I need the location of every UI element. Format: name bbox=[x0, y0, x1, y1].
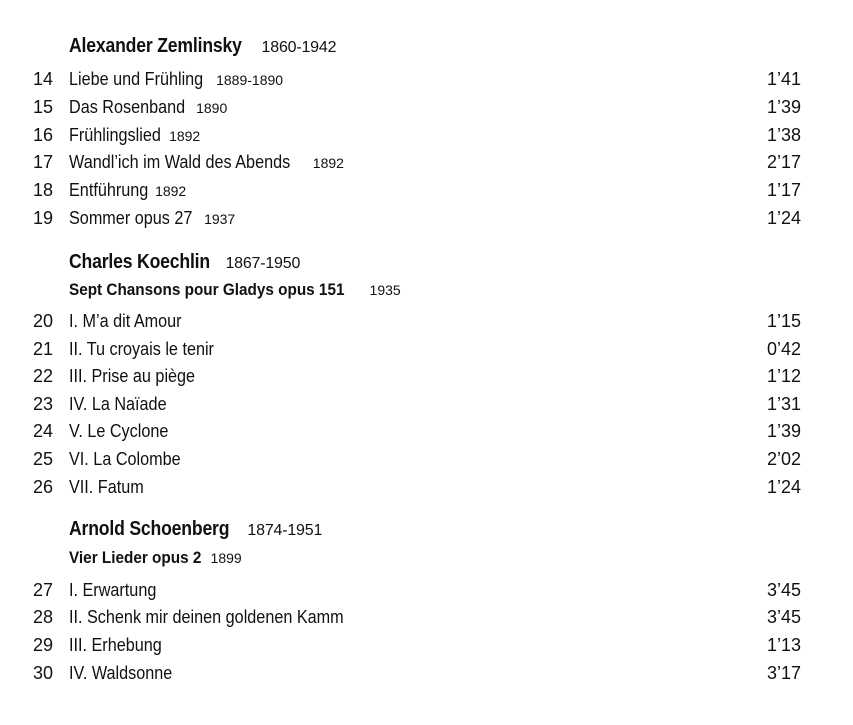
track-number: 27 bbox=[33, 580, 54, 600]
track-row bbox=[0, 580, 853, 604]
composer-name: Charles Koechlin bbox=[69, 251, 210, 273]
track-title: III. Erhebung bbox=[69, 635, 162, 655]
track-title: II. Schenk mir deinen goldenen Kamm bbox=[69, 607, 344, 627]
track-row bbox=[0, 311, 853, 335]
track-number: 21 bbox=[33, 339, 54, 359]
track-year: 1892 bbox=[169, 128, 201, 144]
track-row bbox=[0, 477, 853, 501]
track-row bbox=[0, 339, 853, 363]
track-duration: 1’17 bbox=[767, 180, 802, 200]
track-duration: 1’41 bbox=[767, 69, 802, 89]
track-duration: 2’02 bbox=[767, 449, 802, 469]
track-number: 16 bbox=[33, 125, 54, 145]
composer-heading bbox=[69, 251, 300, 274]
track-title: Wandl’ich im Wald des Abends bbox=[69, 152, 291, 172]
track-duration: 1’38 bbox=[767, 125, 802, 145]
work-heading bbox=[69, 548, 242, 568]
track-row bbox=[0, 663, 853, 687]
track-title: VI. La Colombe bbox=[69, 449, 181, 469]
track-row bbox=[0, 421, 853, 445]
track-number: 15 bbox=[33, 97, 54, 117]
track-title: IV. Waldsonne bbox=[69, 663, 173, 683]
track-duration: 1’39 bbox=[767, 97, 802, 117]
track-number: 22 bbox=[33, 366, 54, 386]
track-duration: 1’31 bbox=[767, 394, 802, 414]
work-title: Sept Chansons pour Gladys opus 151 bbox=[69, 280, 345, 299]
track-title: VII. Fatum bbox=[69, 477, 144, 497]
track-duration: 3’17 bbox=[767, 663, 802, 683]
track-duration: 1’13 bbox=[767, 635, 802, 655]
work-title: Vier Lieder opus 2 bbox=[69, 548, 202, 567]
composer-name: Arnold Schoenberg bbox=[69, 518, 230, 540]
track-title: III. Prise au piège bbox=[69, 366, 196, 386]
track-duration: 1’24 bbox=[767, 477, 802, 497]
track-title: IV. La Naïade bbox=[69, 394, 167, 414]
track-duration: 0’42 bbox=[767, 339, 802, 359]
track-title: V. Le Cyclone bbox=[69, 421, 169, 441]
track-duration: 1’15 bbox=[767, 311, 802, 331]
track-duration: 1’39 bbox=[767, 421, 802, 441]
track-number: 17 bbox=[33, 152, 54, 172]
track-number: 18 bbox=[33, 180, 54, 200]
composer-heading bbox=[69, 518, 322, 541]
work-heading bbox=[69, 280, 401, 300]
track-duration: 3’45 bbox=[767, 580, 802, 600]
track-year: 1890 bbox=[196, 100, 228, 116]
track-row bbox=[0, 394, 853, 418]
track-number: 30 bbox=[33, 663, 54, 683]
track-row bbox=[0, 180, 853, 204]
composer-dates: 1860-1942 bbox=[261, 39, 337, 56]
work-year: 1899 bbox=[210, 550, 242, 566]
track-row bbox=[0, 125, 853, 149]
track-number: 24 bbox=[33, 421, 54, 441]
composer-dates: 1874-1951 bbox=[247, 522, 323, 539]
work-year: 1935 bbox=[369, 282, 401, 298]
track-title: I. Erwartung bbox=[69, 580, 157, 600]
track-number: 25 bbox=[33, 449, 54, 469]
track-year: 1892 bbox=[155, 183, 187, 199]
track-title: Sommer opus 27 bbox=[69, 208, 193, 228]
track-year: 1892 bbox=[312, 155, 344, 171]
track-number: 14 bbox=[33, 69, 54, 89]
track-row bbox=[0, 208, 853, 232]
composer-dates: 1867-1950 bbox=[225, 255, 301, 272]
composer-heading bbox=[69, 35, 336, 58]
track-number: 26 bbox=[33, 477, 54, 497]
track-duration: 1’12 bbox=[767, 366, 802, 386]
track-title: Entführung bbox=[69, 180, 149, 200]
track-row bbox=[0, 69, 853, 93]
track-row bbox=[0, 449, 853, 473]
track-row bbox=[0, 366, 853, 390]
track-duration: 1’24 bbox=[767, 208, 802, 228]
track-year: 1889-1890 bbox=[216, 72, 284, 88]
track-number: 28 bbox=[33, 607, 54, 627]
track-row bbox=[0, 607, 853, 631]
track-row bbox=[0, 152, 853, 176]
track-title: II. Tu croyais le tenir bbox=[69, 339, 214, 359]
track-duration: 2’17 bbox=[767, 152, 802, 172]
track-title: Liebe und Frühling bbox=[69, 69, 204, 89]
track-title: I. M’a dit Amour bbox=[69, 311, 182, 331]
track-duration: 3’45 bbox=[767, 607, 802, 627]
track-year: 1937 bbox=[204, 211, 236, 227]
track-number: 23 bbox=[33, 394, 54, 414]
track-row bbox=[0, 635, 853, 659]
track-title: Frühlingslied bbox=[69, 125, 161, 145]
track-number: 20 bbox=[33, 311, 54, 331]
track-number: 29 bbox=[33, 635, 54, 655]
track-title: Das Rosenband bbox=[69, 97, 186, 117]
composer-name: Alexander Zemlinsky bbox=[69, 35, 242, 57]
track-row bbox=[0, 97, 853, 121]
track-number: 19 bbox=[33, 208, 54, 228]
